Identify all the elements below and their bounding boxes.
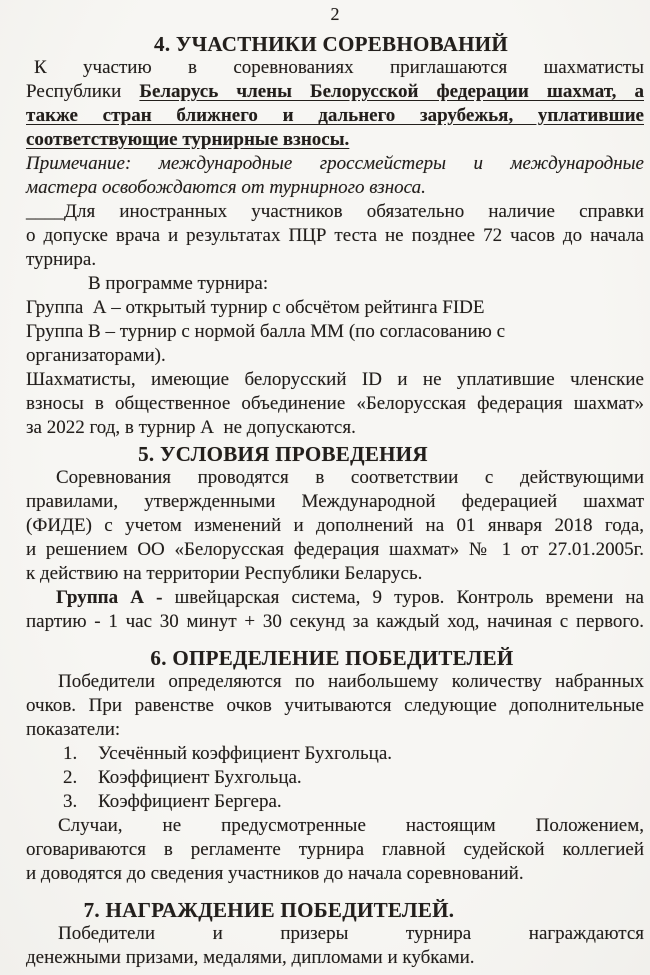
list-item-text: Коэффициент Бухгольца.: [98, 767, 302, 788]
text-line: очков. При равенстве очков учитываются следующие дополнительные: [26, 695, 644, 716]
text-line: Примечание: международные гроссмейстеры и международные: [26, 153, 644, 174]
text-line: партию - 1 час 30 минут + 30 секунд за каждый ход, начиная с первого.: [26, 611, 644, 632]
text-segment-bold-underline: также стран ближнего и дальнего зарубежья, уплатившие: [26, 105, 644, 126]
text-line: показатели:: [26, 719, 121, 740]
paragraph-unforeseen-cases: [26, 814, 644, 886]
paragraph-participants-intro: [26, 56, 644, 152]
paragraph-program-label: [26, 272, 644, 296]
text-line: Победители и призеры турнира награждаются: [58, 923, 644, 944]
list-item: [26, 742, 644, 766]
text-line: [26, 586, 644, 610]
text-line: Соревнования проводятся в соответствии с действующими: [56, 467, 644, 488]
text-line: за 2022 год, в турнир А не допускаются.: [26, 417, 356, 438]
text-segment-bold-underline: соответствующие турнирные взносы.: [26, 129, 350, 150]
list-item-number: 2.: [63, 767, 78, 788]
paragraph-note-italic: [26, 152, 644, 200]
paragraph-group-b: [26, 320, 644, 368]
paragraph-membership-fees: [26, 368, 644, 440]
list-item: [26, 790, 644, 814]
text-line: Шахматисты, имеющие белорусский ID и не уплатившие членские: [26, 369, 644, 390]
text-line: правилами, утвержденными Международной федерацией шахмат: [26, 491, 644, 512]
text-segment: швейцарская система, 9 туров. Контроль времени на: [174, 587, 644, 608]
text-line: В программе турнира:: [88, 273, 269, 294]
text-line: ____Для иностранных участников обязательно наличие справки: [26, 201, 644, 222]
text-segment-bold: Группа А -: [56, 587, 175, 608]
text-line: [26, 128, 644, 152]
text-line: организаторами).: [26, 345, 166, 366]
text-line: о допуске врача и результатах ПЦР теста не позднее 72 часов до начала: [26, 225, 644, 246]
page-number: 2: [330, 4, 340, 24]
paragraph-group-a: [26, 296, 644, 320]
text-line: и доводятся до сведения участников до начала соревнований.: [26, 863, 524, 884]
paragraph-group-a-system: [26, 586, 644, 634]
section-heading-winners: 6. ОПРЕДЕЛЕНИЕ ПОБЕДИТЕЛЕЙ: [150, 646, 514, 670]
text-line: денежными призами, медалями, дипломами и кубками.: [26, 947, 475, 968]
text-line: оговариваются в регламенте турнира главной судейской коллегией: [26, 839, 644, 860]
list-item-number: 1.: [63, 743, 78, 764]
text-line: (ФИДЕ) с учетом изменений и дополнений на 01 января 2018 года,: [26, 515, 644, 536]
text-segment: Республики: [26, 81, 140, 102]
text-line: [26, 80, 644, 104]
text-line: Победители определяются по наибольшему количеству набранных: [58, 671, 644, 692]
text-line: турнира.: [26, 249, 97, 270]
list-item-number: 3.: [63, 791, 78, 812]
section-heading-awards: 7. НАГРАЖДЕНИЕ ПОБЕДИТЕЛЕЙ.: [83, 898, 455, 922]
text-line: Группа В – турнир с нормой балла ММ (по согласованию с: [26, 321, 506, 342]
paragraph-conditions-rules: [26, 466, 644, 586]
tiebreak-list: [26, 742, 644, 814]
text-line: и решением ОО «Белорусская федерация шахмат» № 1 от 27.01.2005г.: [26, 539, 644, 560]
paragraph-foreign-participants: [26, 200, 644, 272]
section-heading-participants: 4. УЧАСТНИКИ СОРЕВНОВАНИЙ: [154, 32, 508, 56]
text-line: взносы в общественное объединение «Белорусская федерация шахмат»: [26, 393, 644, 414]
paragraph-awards: [26, 922, 644, 970]
text-line: к действию на территории Республики Беларусь.: [26, 563, 423, 584]
text-segment-bold-underline: Беларусь члены Белорусской федерации шахмат, а: [139, 81, 644, 102]
text-line: К участию в соревнованиях приглашаются шахматисты: [34, 57, 644, 78]
section-heading-conditions: 5. УСЛОВИЯ ПРОВЕДЕНИЯ: [138, 442, 428, 466]
list-item: [26, 766, 644, 790]
text-line: Случаи, не предусмотренные настоящим Положением,: [58, 815, 644, 836]
text-line: Группа А – открытый турнир с обсчётом рейтинга FIDE: [26, 297, 485, 318]
list-item-text: Коэффициент Бергера.: [98, 791, 282, 812]
text-line: мастера освобождаются от турнирного взноса.: [26, 177, 426, 198]
list-item-text: Усечённый коэффициент Бухгольца.: [98, 743, 393, 764]
paragraph-winners-criteria: [26, 670, 644, 742]
text-line: [26, 104, 644, 128]
